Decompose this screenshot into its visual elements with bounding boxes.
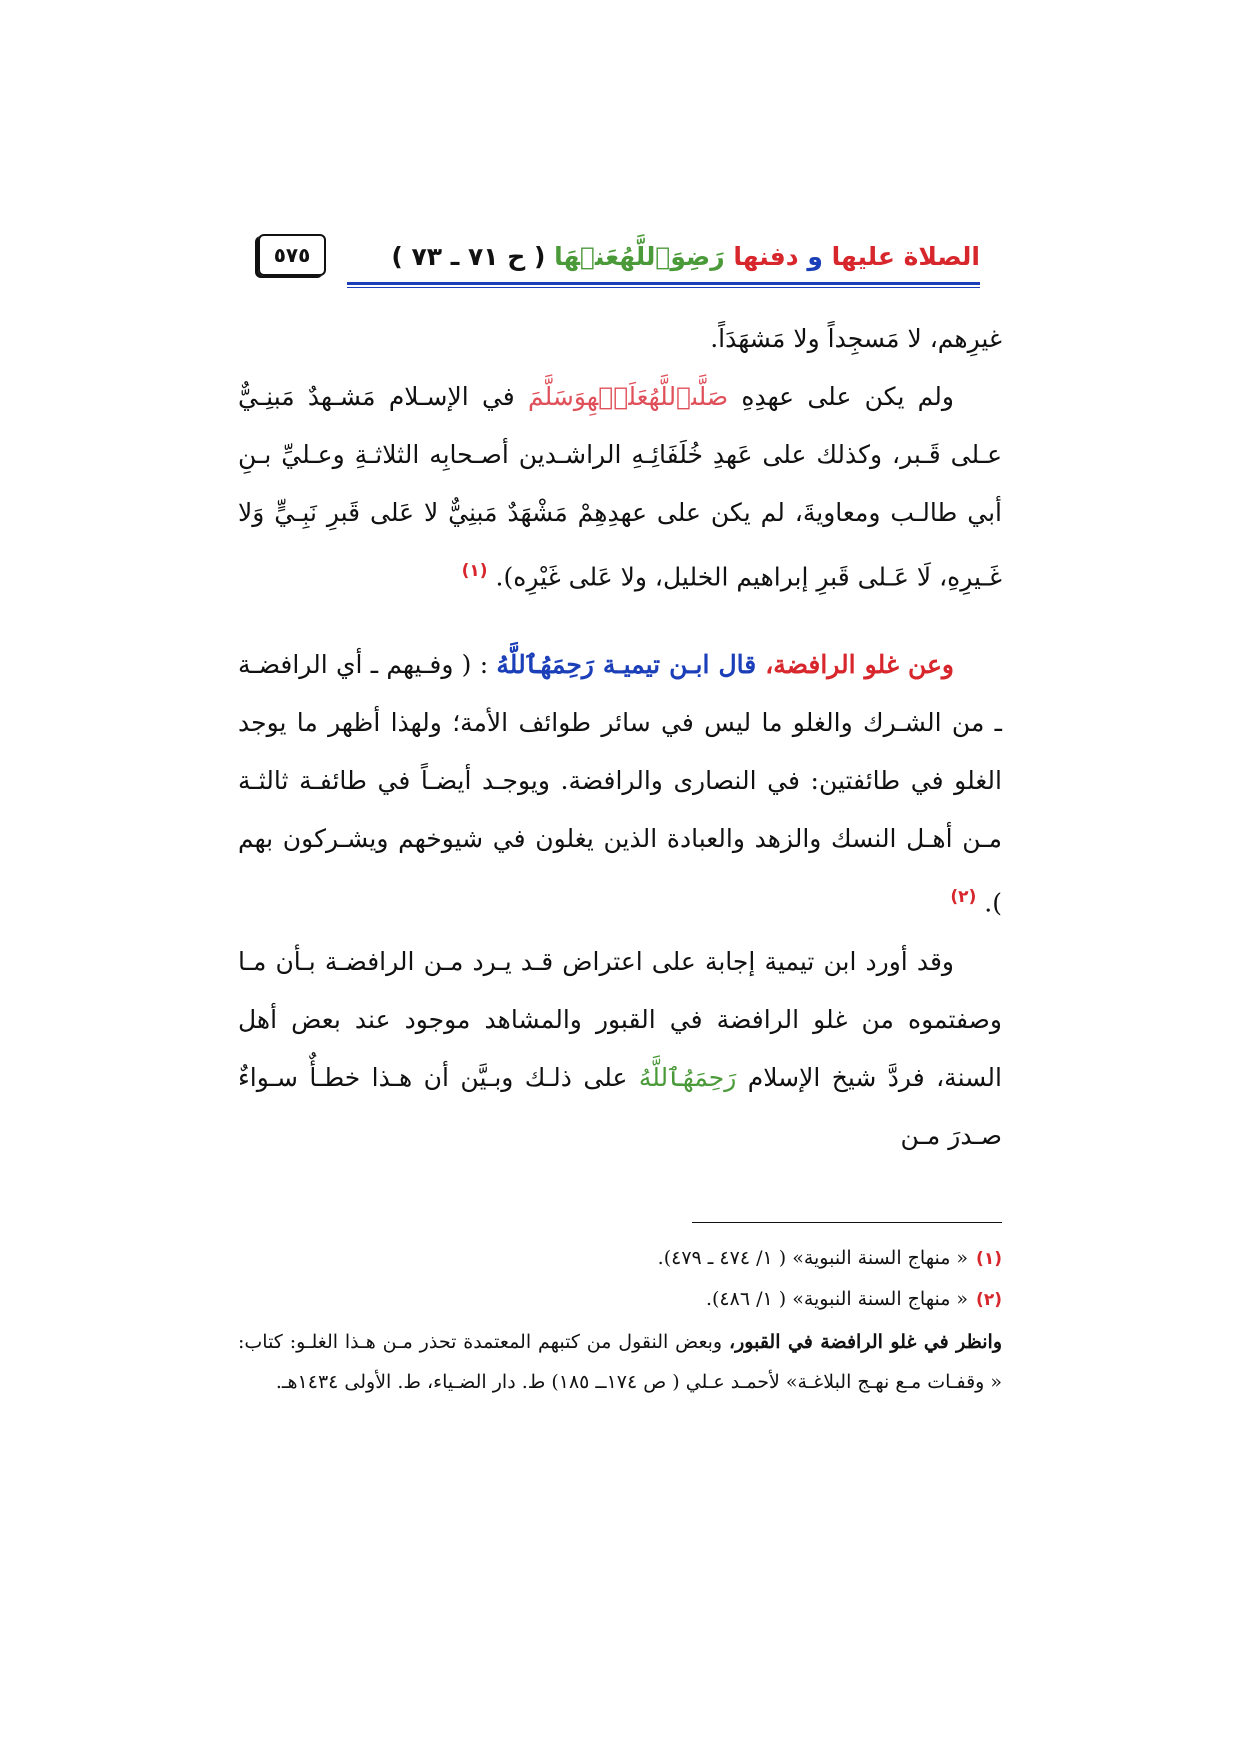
footnote-2-text: « منهاج السنة النبوية» ( ١/ ٤٨٦). xyxy=(705,1288,969,1310)
header-title-connector: و xyxy=(798,242,832,271)
footnote-divider xyxy=(692,1222,1002,1223)
paragraph-3-lead-blue: قال ابـن تيميـة رَحِمَهُٱللَّهُ xyxy=(496,650,766,680)
footnote-additional xyxy=(238,1322,1002,1402)
main-text xyxy=(238,310,1002,1165)
paragraph-2 xyxy=(238,368,1002,606)
footnote-ref-2[interactable]: (٢) xyxy=(950,887,977,908)
footnote-ref-1[interactable]: (١) xyxy=(461,561,488,581)
paragraph-2-text-a: ولم يكن على عهدِهِ xyxy=(728,382,955,411)
header-hadith-ref: ( ح ٧١ ـ ٧٣ ) xyxy=(391,242,546,271)
footnote-1-text: « منهاج السنة النبوية» ( ١/ ٤٧٤ ـ ٤٧٩). xyxy=(657,1247,969,1269)
footnote-1-number: (١) xyxy=(976,1249,1002,1269)
paragraph-3-lead-red: وعن غلو الرافضة، xyxy=(765,650,954,680)
header-rule-thin xyxy=(347,287,980,288)
paragraph-1: غيرِهم، لا مَسجِداً ولا مَشهَدَاً. xyxy=(710,324,1002,353)
footnote-1 xyxy=(238,1238,1002,1279)
header-title xyxy=(391,242,980,271)
paragraph-2-text-b: في الإسـلام مَشـهدٌ مَبنِـيٌّ عـلى قَـبر، وكذلك على عَهدِ خُلَفَائِـهِ الراشـدين أصـحابِه الثلاثـةِ وعـليِّ بـنِ أبي طالـب ومعاويةَ، لم يكن على عهدِهِمْ مَشْهَدٌ مَبنِيٌّ لا عَلى قَبرِ نَبِـيٍّ وَلا غَـيرِهِ، لَا عَـلى قَبرِ إبراهيم الخليل، ولا عَلى غَيْرِه). xyxy=(238,382,1002,592)
paragraph-3-text: : ( وفـيهم ـ أي الرافضـة ـ من الشـرك والغلو ما ليس في سائر طوائف الأمة؛ ولهذا أظهر ما يوجد الغلو في طائفتين: في النصارى والرافضة. ويوجـد أيضـاً في طائفـة ثالثـة مـن أهـل النسك والزهد والعبادة الذين يغلون في شيوخهم ويشـركون بهم ). xyxy=(238,650,1002,918)
paragraph-4-text-a: وقد أورد ابن تيمية إجابة على اعتراض قـد يـرد مـن الرافضـة بـأن مـا وصفتموه من غلو الرافضة في القبور والمشاهد موجود عند بعض أهل السنة، فردَّ شيخ الإسلام xyxy=(238,946,1002,1092)
paragraph-4-text-b: على ذلـك وبـيَّن أن هـذا خطـأٌ سـواءٌ صـدرَ مـن xyxy=(238,1062,1002,1150)
paragraph-4-honorific: رَحِمَهُٱللَّهُ xyxy=(638,1062,737,1092)
paragraph-3 xyxy=(238,636,1002,932)
footnote-2 xyxy=(238,1279,1002,1320)
header-title-part1: الصلاة عليها xyxy=(831,242,980,271)
paragraph-4 xyxy=(238,933,1002,1165)
footnote-additional-lead: وانظر في غلو الرافضة في القبور، xyxy=(728,1331,1002,1353)
footnotes xyxy=(238,1238,1002,1402)
header-rule xyxy=(347,282,980,285)
header-honorific: رَضِوَٱللَّهُعَنۡهَا xyxy=(545,242,734,271)
header-title-part2: دفنها xyxy=(733,242,799,271)
footnote-2-number: (٢) xyxy=(976,1290,1002,1310)
prophet-blessing: صَلَّىٱللَّهُعَلَيۡهِوَسَلَّمَ xyxy=(528,382,729,411)
page-number: ٥٧٥ xyxy=(258,234,326,276)
page-header xyxy=(240,238,980,288)
footnote-additional-text: وبعض النقول من كتبهم المعتمدة تحذر مـن هـذا الغلـو: كتاب: « وقفـات مـع نهـج البلاغـة» لأحمـد عـلي ( ص ١٧٤ــ ١٨٥) ط. دار الضـياء، ط. الأولى ١٤٣٤هـ. xyxy=(238,1331,1002,1393)
